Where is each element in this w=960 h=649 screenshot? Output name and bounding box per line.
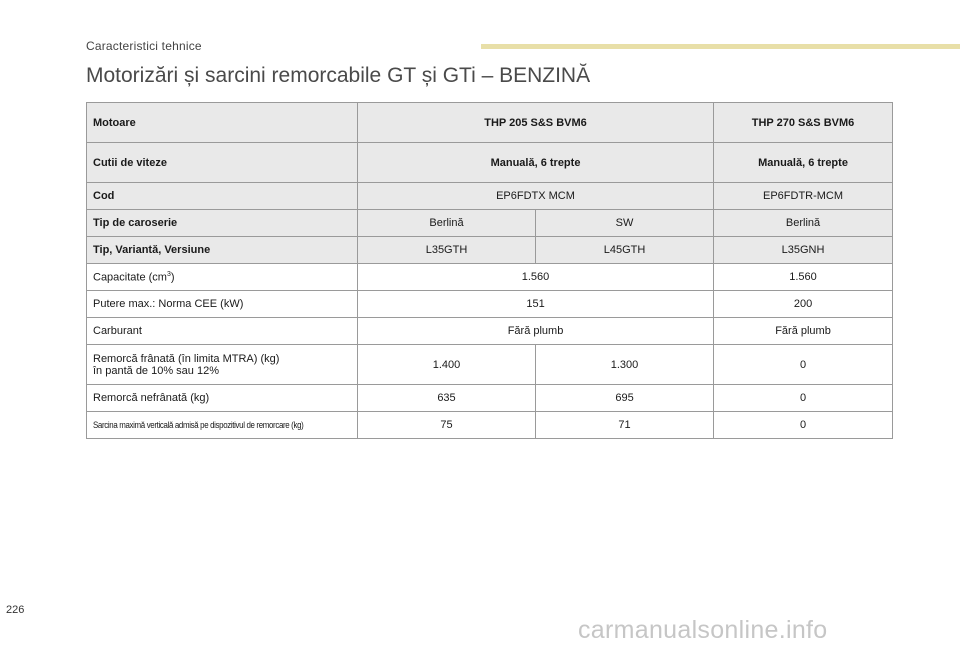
unbraked-2: 695 bbox=[536, 385, 714, 412]
variant-1: L35GTH bbox=[358, 237, 536, 264]
page-title: Motorizări și sarcini remorcabile GT și GTi – BENZINĂ bbox=[86, 64, 591, 87]
table-row-braked-trailer bbox=[87, 345, 893, 385]
table-row-code bbox=[87, 183, 893, 210]
braked-label: Remorcă frânată (în limita MTRA) (kg) în pantă de 10% sau 12% bbox=[87, 345, 358, 385]
variant-2: L45GTH bbox=[536, 237, 714, 264]
body-3: Berlină bbox=[714, 210, 893, 237]
vertical-3: 0 bbox=[714, 412, 893, 439]
code-1: EP6FDTX MCM bbox=[358, 183, 714, 210]
table-row-capacity bbox=[87, 264, 893, 291]
specs-table bbox=[86, 102, 893, 439]
table-row-fuel bbox=[87, 318, 893, 345]
vertical-1: 75 bbox=[358, 412, 536, 439]
unbraked-label: Remorcă nefrânată (kg) bbox=[87, 385, 358, 412]
table-row-unbraked-trailer bbox=[87, 385, 893, 412]
fuel-2: Fără plumb bbox=[714, 318, 893, 345]
braked-2: 1.300 bbox=[536, 345, 714, 385]
gearbox-1: Manuală, 6 trepte bbox=[358, 143, 714, 183]
watermark: carmanualsonline.info bbox=[578, 616, 828, 644]
fuel-1: Fără plumb bbox=[358, 318, 714, 345]
gearbox-label: Cutii de viteze bbox=[87, 143, 358, 183]
engines-label: Motoare bbox=[87, 103, 358, 143]
vertical-label: Sarcina maximă verticală admisă pe dispozitivul de remorcare (kg) bbox=[87, 412, 358, 439]
braked-1: 1.400 bbox=[358, 345, 536, 385]
braked-3: 0 bbox=[714, 345, 893, 385]
power-2: 200 bbox=[714, 291, 893, 318]
capacity-1: 1.560 bbox=[358, 264, 714, 291]
unbraked-3: 0 bbox=[714, 385, 893, 412]
capacity-2: 1.560 bbox=[714, 264, 893, 291]
table-row-body-type bbox=[87, 210, 893, 237]
fuel-label: Carburant bbox=[87, 318, 358, 345]
variant-label: Tip, Variantă, Versiune bbox=[87, 237, 358, 264]
body-1: Berlină bbox=[358, 210, 536, 237]
variant-3: L35GNH bbox=[714, 237, 893, 264]
code-label: Cod bbox=[87, 183, 358, 210]
engine-1: THP 205 S&S BVM6 bbox=[358, 103, 714, 143]
gearbox-2: Manuală, 6 trepte bbox=[714, 143, 893, 183]
body-label: Tip de caroserie bbox=[87, 210, 358, 237]
unbraked-1: 635 bbox=[358, 385, 536, 412]
capacity-label: Capacitate $(cm^3)$ bbox=[87, 264, 358, 291]
engine-2: THP 270 S&S BVM6 bbox=[714, 103, 893, 143]
section-label: Caracteristici tehnice bbox=[86, 39, 202, 53]
table-row-gearbox bbox=[87, 143, 893, 183]
vertical-2: 71 bbox=[536, 412, 714, 439]
table-row-vertical-load bbox=[87, 412, 893, 439]
code-2: EP6FDTR-MCM bbox=[714, 183, 893, 210]
table-row-variant bbox=[87, 237, 893, 264]
accent-bar bbox=[481, 44, 960, 49]
page-number: 226 bbox=[6, 604, 25, 616]
table-row-engines bbox=[87, 103, 893, 143]
body-2: SW bbox=[536, 210, 714, 237]
power-1: 151 bbox=[358, 291, 714, 318]
power-label: Putere max.: Norma CEE (kW) bbox=[87, 291, 358, 318]
table-row-power bbox=[87, 291, 893, 318]
